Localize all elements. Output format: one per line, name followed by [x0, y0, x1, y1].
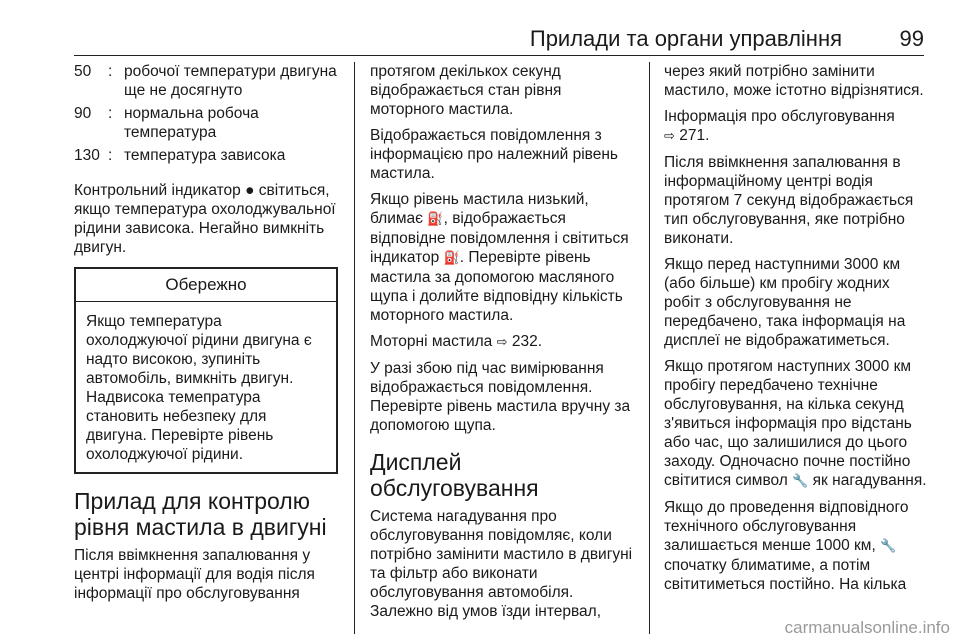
- no-service-paragraph: Якщо перед наступними 3000 км (або більше) км пробігу жодних робіт з обслуговування не передбачено, така інформація на дисплеї не відображатиметься.: [664, 256, 906, 349]
- temp-colon: :: [108, 147, 113, 164]
- temp-description: температура зависока: [124, 147, 286, 164]
- warning-title: Обережно: [76, 269, 336, 302]
- service-info-page: 271.: [679, 127, 710, 144]
- measurement-error-paragraph: У разі збою під час вимірювання відображається повідомлення. Перевірте рівень мастила вручну за допомогою щупа.: [370, 360, 631, 434]
- service-info-text: Інформація про обслуговування: [664, 108, 895, 125]
- interval-paragraph: через який потрібно замінити мастило, може істотно відрізнятися.: [664, 63, 924, 99]
- wrench-icon: 🔧: [880, 539, 897, 554]
- motor-oils-reference: [370, 332, 636, 352]
- service-display-heading: Дисплей обслуговування: [370, 449, 539, 501]
- low-oil-text-b: , відображається відповідне повідомлення і світиться індикатор: [370, 210, 629, 266]
- service-due-text-a: Якщо до проведення відповідного технічного обслуговування залишається менше 1000 км,: [664, 499, 909, 554]
- temp-description: робочої температури двигуна ще не досягнуто: [124, 63, 337, 99]
- service-due-text-b: спочатку блиматиме, а потім світитиметься постійно. На кілька: [664, 557, 907, 593]
- upcoming-service-text-a: Якщо протягом наступних 3000 км пробігу передбачено технічне обслуговування, на кілька секунд з'явиться інформація про відстань або час, що залишилися до цього заходу. Одночасно почне постійно світитися символ: [664, 358, 912, 489]
- low-oil-text-a: Якщо рівень мастила низький, блимає: [370, 191, 589, 227]
- watermark: carmanualsonline.info: [784, 618, 950, 637]
- column-divider-1: [354, 62, 355, 634]
- low-oil-text-c: . Перевірте рівень мастила за допомогою масляного щупа і долийте відповідну кількість моторного мастила.: [370, 249, 623, 324]
- upcoming-service-paragraph: [664, 357, 930, 491]
- table-row: [74, 104, 338, 146]
- temp-value: 50: [74, 63, 92, 80]
- temp-value: 130: [74, 147, 100, 164]
- reference-arrow-icon: ⇨: [664, 129, 675, 144]
- wrench-icon: 🔧: [792, 474, 809, 489]
- column-3: [664, 62, 930, 601]
- header-title: Прилади та органи управління: [529, 26, 842, 51]
- motor-oils-text: Моторні мастила: [370, 333, 493, 350]
- service-display-paragraph: Система нагадування про обслуговування повідомляє, коли потрібно замінити мастило в двигуні та фільтр або виконати обслуговування автомобіля. Залежно від умов їзди інтервал,: [370, 508, 633, 620]
- motor-oils-page: 232.: [511, 333, 542, 350]
- page-number: 99: [899, 26, 924, 51]
- upcoming-service-text-b: як нагадування.: [812, 472, 927, 489]
- low-oil-paragraph: [370, 190, 636, 325]
- temperature-table: [74, 62, 338, 169]
- page-header: [0, 0, 960, 58]
- oil-level-continued: протягом декількох секунд відображається стан рівня моторного мастила.: [370, 63, 562, 118]
- temp-colon: :: [108, 105, 113, 122]
- table-row: [74, 146, 338, 169]
- coolant-indicator-paragraph: Контрольний індикатор ● світиться, якщо температура охолоджувальної рідини зависока. Негайно вимкніть двигун.: [74, 182, 336, 256]
- column-2: [370, 62, 636, 628]
- ignition-service-paragraph: Після ввімкнення запалювання в інформаційному центрі водія протягом 7 секунд відображається тип обслуговування, яке потрібно виконати.: [664, 154, 914, 247]
- oil-level-paragraph: Після ввімкнення запалювання у центрі інформації для водія після інформації про обслуговування: [74, 547, 315, 602]
- temp-colon: :: [108, 63, 113, 80]
- column-1: [74, 62, 338, 610]
- oil-level-heading: Прилад для контролю рівня мастила в двигуні: [74, 488, 327, 540]
- warning-body: Якщо температура охолоджуючої рідини двигуна є надто високою, зупиніть автомобіль, вимкніть двигун. Надвисока темепратура становить небезпеку для двигуна. Перевірте рівень охолоджуючої рідини.: [86, 313, 312, 463]
- header-rule: [74, 55, 924, 56]
- temp-value: 90: [74, 105, 92, 122]
- service-due-paragraph: [664, 498, 930, 594]
- oil-can-icon: ⛽: [427, 212, 444, 227]
- temp-description: нормальна робоча температура: [124, 105, 259, 141]
- warning-box: [74, 267, 338, 474]
- service-info-reference: [664, 107, 930, 146]
- oil-message-paragraph: Відображається повідомлення з інформацією про належний рівень мастила.: [370, 127, 618, 182]
- reference-arrow-icon: ⇨: [496, 335, 508, 350]
- table-row: [74, 62, 338, 104]
- column-divider-2: [649, 62, 650, 634]
- oil-indicator-icon: ⛽: [443, 251, 460, 266]
